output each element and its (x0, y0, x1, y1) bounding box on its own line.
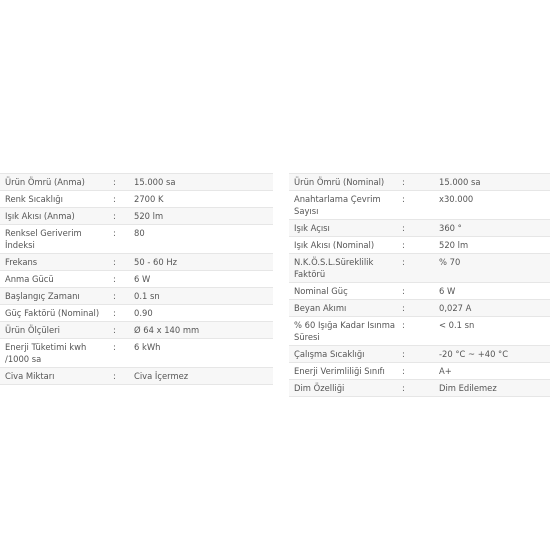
spec-row (289, 220, 550, 237)
spec-separator: : (402, 220, 434, 237)
spec-row (289, 283, 550, 300)
spec-row (289, 300, 550, 317)
spec-label: Işık Açısı (289, 220, 402, 237)
spec-label: % 60 Işığa Kadar Isınma Süresi (289, 317, 402, 346)
spec-separator: : (113, 174, 129, 191)
spec-row (289, 363, 550, 380)
spec-row (0, 305, 273, 322)
spec-row (289, 380, 550, 397)
spec-row (0, 208, 273, 225)
spec-separator: : (402, 237, 434, 254)
spec-row (0, 191, 273, 208)
spec-row (0, 254, 273, 271)
spec-separator: : (402, 363, 434, 380)
spec-label: Işık Akısı (Nominal) (289, 237, 402, 254)
spec-label: Güç Faktörü (Nominal) (0, 305, 113, 322)
spec-separator: : (113, 339, 129, 368)
spec-separator: : (402, 346, 434, 363)
spec-value: A+ (434, 363, 550, 380)
spec-value: 2700 K (129, 191, 273, 208)
spec-label: Çalışma Sıcaklığı (289, 346, 402, 363)
spec-value: Dim Edilemez (434, 380, 550, 397)
spec-separator: : (113, 288, 129, 305)
spec-separator: : (402, 254, 434, 283)
spec-label: Nominal Güç (289, 283, 402, 300)
spec-separator: : (113, 208, 129, 225)
spec-row (0, 339, 273, 368)
spec-separator: : (402, 174, 434, 191)
spec-label: Anahtarlama Çevrim Sayısı (289, 191, 402, 220)
spec-value: < 0.1 sn (434, 317, 550, 346)
spec-label: Renk Sıcaklığı (0, 191, 113, 208)
spec-label: N.K.Ö.S.L.Süreklilik Faktörü (289, 254, 402, 283)
spec-row (289, 254, 550, 283)
spec-value: 6 W (129, 271, 273, 288)
spec-row (0, 174, 273, 191)
spec-label: Başlangıç Zamanı (0, 288, 113, 305)
spec-label: Ürün Ömrü (Nominal) (289, 174, 402, 191)
spec-value: 50 - 60 Hz (129, 254, 273, 271)
spec-label: Ürün Ölçüleri (0, 322, 113, 339)
spec-value: % 70 (434, 254, 550, 283)
spec-separator: : (113, 225, 129, 254)
spec-separator: : (113, 322, 129, 339)
spec-value: Civa İçermez (129, 368, 273, 385)
spec-label: Enerji Verimliliği Sınıfı (289, 363, 402, 380)
spec-separator: : (402, 191, 434, 220)
spec-table-left (0, 173, 273, 385)
spec-value: 80 (129, 225, 273, 254)
spec-separator: : (113, 254, 129, 271)
spec-label: Enerji Tüketimi kwh /1000 sa (0, 339, 113, 368)
spec-value: 520 lm (434, 237, 550, 254)
spec-row (0, 322, 273, 339)
spec-row (0, 368, 273, 385)
spec-value: 0.1 sn (129, 288, 273, 305)
spec-value: 360 ° (434, 220, 550, 237)
spec-row (289, 174, 550, 191)
spec-label: Beyan Akımı (289, 300, 402, 317)
spec-row (289, 237, 550, 254)
spec-label: Anma Gücü (0, 271, 113, 288)
spec-row (0, 225, 273, 254)
spec-row (289, 346, 550, 363)
spec-separator: : (402, 380, 434, 397)
spec-value: 6 kWh (129, 339, 273, 368)
spec-value: 0.90 (129, 305, 273, 322)
spec-label: Dim Özelliği (289, 380, 402, 397)
spec-row (289, 191, 550, 220)
spec-value: 6 W (434, 283, 550, 300)
spec-value: 15.000 sa (129, 174, 273, 191)
spec-value: 15.000 sa (434, 174, 550, 191)
spec-value: -20 °C ~ +40 °C (434, 346, 550, 363)
spec-separator: : (113, 368, 129, 385)
spec-row (0, 288, 273, 305)
spec-label: Işık Akısı (Anma) (0, 208, 113, 225)
spec-value: x30.000 (434, 191, 550, 220)
spec-separator: : (113, 305, 129, 322)
spec-separator: : (402, 300, 434, 317)
spec-row (289, 317, 550, 346)
spec-value: 520 lm (129, 208, 273, 225)
spec-label: Frekans (0, 254, 113, 271)
spec-separator: : (113, 191, 129, 208)
spec-separator: : (402, 283, 434, 300)
spec-table-right (289, 173, 550, 397)
spec-separator: : (113, 271, 129, 288)
spec-label: Renksel Geriverim İndeksi (0, 225, 113, 254)
spec-value: Ø 64 x 140 mm (129, 322, 273, 339)
spec-row (0, 271, 273, 288)
spec-separator: : (402, 317, 434, 346)
spec-label: Civa Miktarı (0, 368, 113, 385)
spec-label: Ürün Ömrü (Anma) (0, 174, 113, 191)
spec-value: 0,027 A (434, 300, 550, 317)
